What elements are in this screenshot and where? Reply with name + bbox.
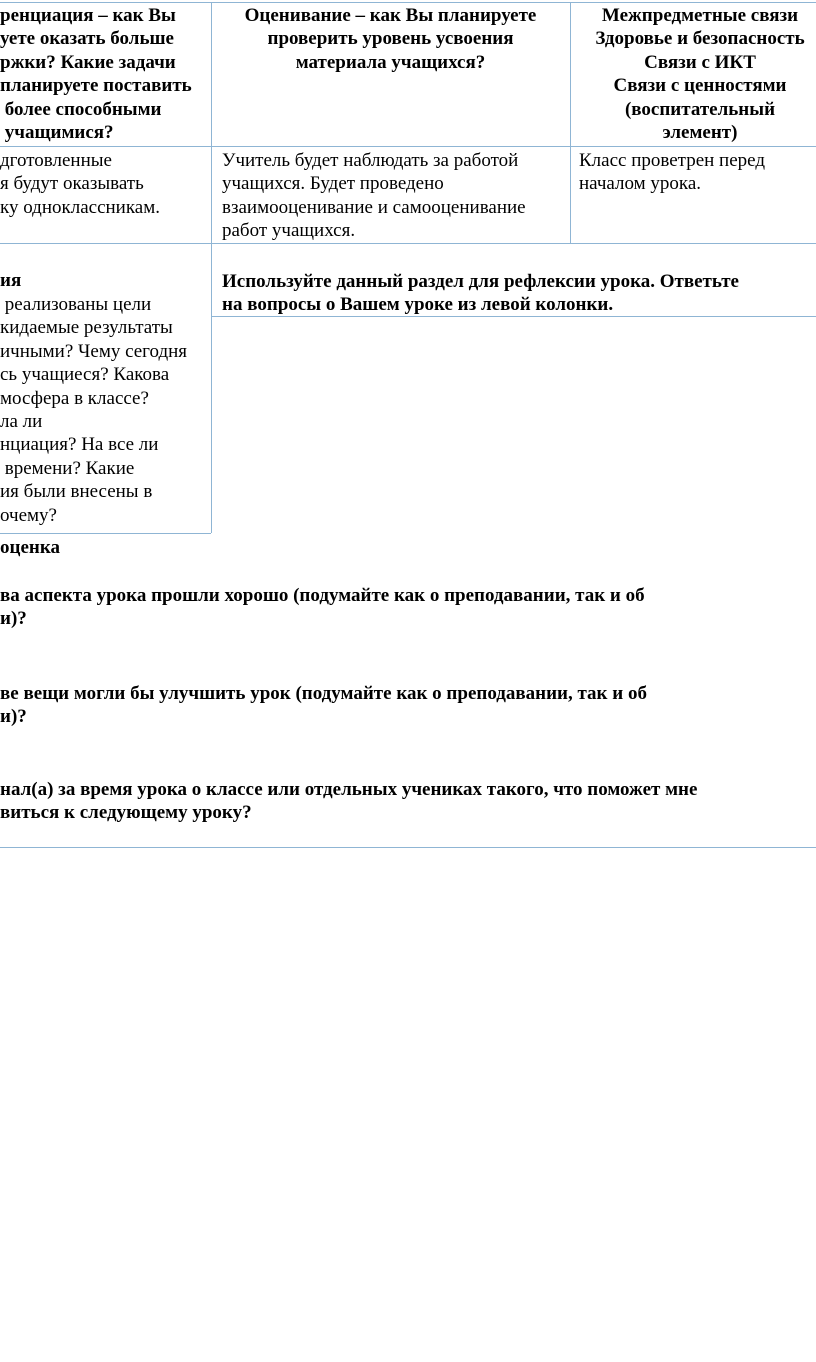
summary-heading: оценка bbox=[0, 537, 60, 558]
reflection-questions: реализованы цели кидаемые результаты ичными? Чему сегодня сь учащиеся? Какова мосфера в классе? ла ли нциация? На все ли времени? Какие ия были внесены в очему? bbox=[0, 294, 188, 526]
summary-question-1: ва аспекта урока прошли хорошо (подумайте как о преподавании, так и об и)? bbox=[0, 585, 645, 630]
header-crosscurricular: Межпредметные связи Здоровье и безопасность Связи с ИКТ Связи с ценностями (воспитательный элемент) bbox=[595, 5, 805, 144]
table-reflection-bottom-border bbox=[0, 533, 211, 534]
summary-bottom-border bbox=[0, 847, 816, 848]
summary-question-3: нал(а) за время урока о классе или отдельных учениках такого, что поможет мне виться к следующему уроку? bbox=[0, 779, 698, 824]
table-top-border bbox=[0, 2, 816, 3]
table-header-bottom-border bbox=[0, 146, 816, 147]
reflection-instruction: Используйте данный раздел для рефлексии урока. Ответьте на вопросы о Вашем уроке из левой колонки. bbox=[222, 271, 739, 316]
cell-crosscurricular-plan: Класс проветрен перед началом урока. bbox=[579, 150, 766, 195]
reflection-title: ия bbox=[0, 270, 22, 291]
header-differentiation: ренциация – как Вы уете оказать больше ржки? Какие задачи планируете поставить более способными учащимися? bbox=[0, 5, 192, 144]
table-row1-bottom-border bbox=[0, 243, 816, 244]
header-assessment: Оценивание – как Вы планируете проверить уровень усвоения материала учащихся? bbox=[244, 5, 537, 73]
summary-question-2: ве вещи могли бы улучшить урок (подумайте как о преподавании, так и об и)? bbox=[0, 683, 647, 728]
cell-assessment-plan: Учитель будет наблюдать за работой учащихся. Будет проведено взаимооценивание и самооценивание работ учащихся. bbox=[222, 150, 526, 242]
cell-differentiation-plan: дготовленные я будут оказывать ку одноклассникам. bbox=[0, 150, 160, 218]
col-divider-left-reflection bbox=[211, 243, 212, 533]
